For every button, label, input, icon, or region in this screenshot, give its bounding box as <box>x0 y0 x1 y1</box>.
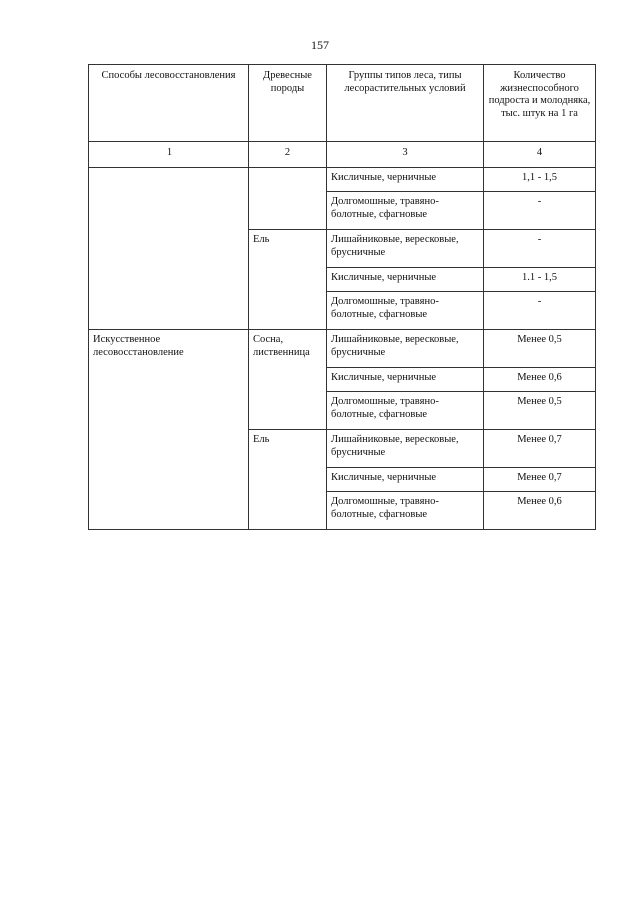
column-number-2: 2 <box>249 142 327 168</box>
quantity-cell: Менее 0,7 <box>484 468 596 492</box>
species-cell-continued <box>249 168 327 230</box>
table-row <box>89 168 596 192</box>
quantity-cell: Менее 0,6 <box>484 368 596 392</box>
forest-group-cell: Долгомошные, травяно-болотные, сфагновые <box>327 292 484 330</box>
quantity-cell: Менее 0,6 <box>484 492 596 530</box>
species-cell: Ель <box>249 430 327 530</box>
regeneration-table <box>88 64 596 530</box>
method-cell: Искусственное лесовосстановление <box>89 330 249 530</box>
method-cell-continued <box>89 168 249 330</box>
quantity-cell: - <box>484 192 596 230</box>
page-number: 157 <box>311 38 329 52</box>
header-row <box>89 65 596 142</box>
header-species: Древесные породы <box>249 65 327 142</box>
column-number-3: 3 <box>327 142 484 168</box>
header-forest-groups: Группы типов леса, типы лесорастительных условий <box>327 65 484 142</box>
species-cell: Сосна, лиственница <box>249 330 327 430</box>
header-method: Способы лесовосстановления <box>89 65 249 142</box>
forest-group-cell: Долгомошные, травяно-болотные, сфагновые <box>327 392 484 430</box>
forest-group-cell: Кисличные, черничные <box>327 368 484 392</box>
quantity-cell: Менее 0,7 <box>484 430 596 468</box>
forest-group-cell: Кисличные, черничные <box>327 468 484 492</box>
forest-group-cell: Лишайниковые, вересковые, брусничные <box>327 230 484 268</box>
column-number-4: 4 <box>484 142 596 168</box>
forest-group-cell: Лишайниковые, вересковые, брусничные <box>327 430 484 468</box>
quantity-cell: - <box>484 230 596 268</box>
column-number-row <box>89 142 596 168</box>
quantity-cell: Менее 0,5 <box>484 330 596 368</box>
table-row <box>89 330 596 368</box>
forest-group-cell: Долгомошные, травяно-болотные, сфагновые <box>327 192 484 230</box>
header-quantity: Количество жизнеспособного подроста и молодняка, тыс. штук на 1 га <box>484 65 596 142</box>
forest-group-cell: Кисличные, черничные <box>327 268 484 292</box>
column-number-1: 1 <box>89 142 249 168</box>
quantity-cell: 1,1 - 1,5 <box>484 168 596 192</box>
quantity-cell: 1.1 - 1,5 <box>484 268 596 292</box>
quantity-cell: - <box>484 292 596 330</box>
quantity-cell: Менее 0,5 <box>484 392 596 430</box>
species-cell: Ель <box>249 230 327 330</box>
forest-group-cell: Лишайниковые, вересковые, брусничные <box>327 330 484 368</box>
forest-group-cell: Кисличные, черничные <box>327 168 484 192</box>
forest-group-cell: Долгомошные, травяно-болотные, сфагновые <box>327 492 484 530</box>
